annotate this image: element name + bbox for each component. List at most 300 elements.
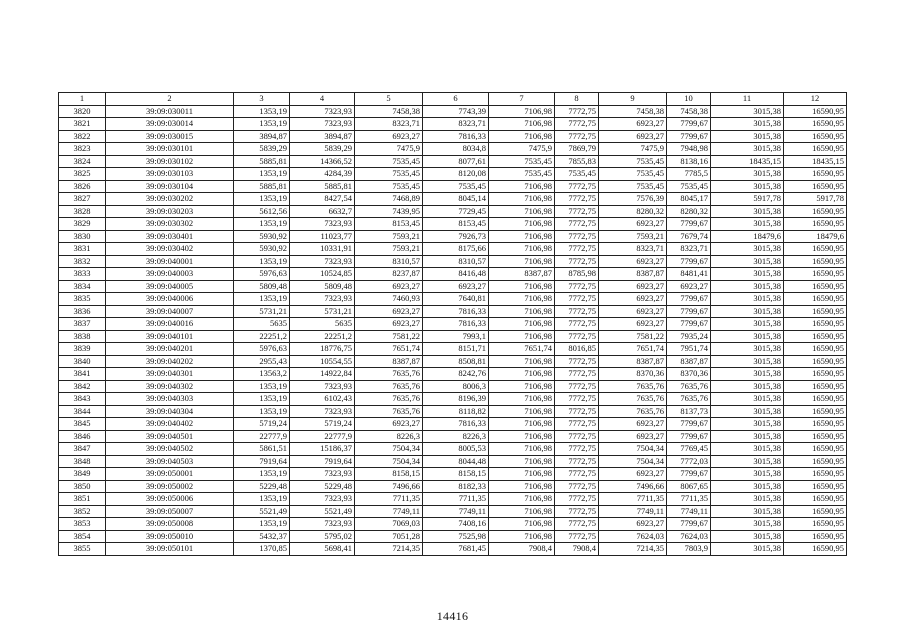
table-cell: 7785,5	[667, 168, 711, 181]
table-cell: 8323,71	[599, 243, 667, 256]
table-row	[59, 180, 847, 193]
table-cell: 7951,74	[667, 343, 711, 356]
table-cell: 7106,98	[489, 405, 555, 418]
table-cell: 7408,16	[423, 518, 489, 531]
table-cell: 3826	[59, 180, 106, 193]
table-cell: 15186,37	[290, 443, 355, 456]
table-cell: 7799,67	[667, 468, 711, 481]
table-cell: 16590,95	[784, 505, 847, 518]
table-cell: 5809,48	[234, 280, 290, 293]
table-row	[59, 380, 847, 393]
table-cell: 7106,98	[489, 493, 555, 506]
table-cell: 8310,57	[423, 255, 489, 268]
table-cell: 10331,91	[290, 243, 355, 256]
table-row	[59, 280, 847, 293]
table-row	[59, 430, 847, 443]
table-cell: 8045,17	[667, 193, 711, 206]
table-cell: 39:09:040302	[106, 380, 234, 393]
table-cell: 7635,76	[667, 380, 711, 393]
table-cell: 39:09:050008	[106, 518, 234, 531]
table-cell: 7772,75	[555, 518, 599, 531]
table-cell: 1353,19	[234, 518, 290, 531]
table-cell: 5795,02	[290, 530, 355, 543]
table-cell: 3846	[59, 430, 106, 443]
table-cell: 7799,67	[667, 430, 711, 443]
table-cell: 16590,95	[784, 305, 847, 318]
table-row	[59, 230, 847, 243]
table-cell: 10524,85	[290, 268, 355, 281]
table-cell: 7535,45	[599, 168, 667, 181]
table-cell: 3839	[59, 343, 106, 356]
table-cell: 8237,87	[355, 268, 423, 281]
table-cell: 3015,38	[711, 405, 784, 418]
table-cell: 3852	[59, 505, 106, 518]
column-header-7: 7	[489, 93, 555, 106]
table-cell: 14922,84	[290, 368, 355, 381]
table-cell: 7772,75	[555, 218, 599, 231]
table-cell: 7635,76	[355, 368, 423, 381]
table-cell: 3015,38	[711, 393, 784, 406]
table-cell: 7106,98	[489, 318, 555, 331]
table-row	[59, 130, 847, 143]
table-cell: 7772,75	[555, 180, 599, 193]
table-cell: 7051,28	[355, 530, 423, 543]
table-cell: 1353,19	[234, 468, 290, 481]
table-cell: 7635,76	[355, 380, 423, 393]
table-cell: 7535,45	[355, 180, 423, 193]
table-row	[59, 530, 847, 543]
table-cell: 1353,19	[234, 405, 290, 418]
table-cell: 6923,27	[355, 305, 423, 318]
table-cell: 7323,93	[290, 468, 355, 481]
table-cell: 3828	[59, 205, 106, 218]
table-cell: 18776,75	[290, 343, 355, 356]
table-row	[59, 393, 847, 406]
table-cell: 6923,27	[599, 293, 667, 306]
table-cell: 8138,16	[667, 155, 711, 168]
table-cell: 7772,75	[555, 330, 599, 343]
table-cell: 39:09:040303	[106, 393, 234, 406]
table-row	[59, 505, 847, 518]
table-row	[59, 105, 847, 118]
table-cell: 8785,98	[555, 268, 599, 281]
table-cell: 7504,34	[599, 455, 667, 468]
table-cell: 13563,2	[234, 368, 290, 381]
table-row	[59, 168, 847, 181]
table-cell: 3830	[59, 230, 106, 243]
table-cell: 7711,35	[667, 493, 711, 506]
table-cell: 6923,27	[599, 255, 667, 268]
table-cell: 3015,38	[711, 205, 784, 218]
table-cell: 7651,74	[489, 343, 555, 356]
table-cell: 39:09:040005	[106, 280, 234, 293]
table-cell: 16590,95	[784, 480, 847, 493]
table-cell: 3015,38	[711, 243, 784, 256]
table-cell: 7772,75	[555, 305, 599, 318]
table-cell: 7772,75	[555, 280, 599, 293]
table-cell: 8067,65	[667, 480, 711, 493]
table-row	[59, 305, 847, 318]
table-cell: 7458,38	[599, 105, 667, 118]
table-row	[59, 418, 847, 431]
table-cell: 16590,95	[784, 105, 847, 118]
table-cell: 7772,75	[555, 505, 599, 518]
table-cell: 16590,95	[784, 368, 847, 381]
table-cell: 7749,11	[423, 505, 489, 518]
table-cell: 8077,61	[423, 155, 489, 168]
table-cell: 7496,66	[355, 480, 423, 493]
table-cell: 7799,67	[667, 218, 711, 231]
table-cell: 7581,22	[355, 330, 423, 343]
table-cell: 7106,98	[489, 105, 555, 118]
table-cell: 16590,95	[784, 343, 847, 356]
table-cell: 7772,75	[555, 418, 599, 431]
column-header-11: 11	[711, 93, 784, 106]
table-cell: 3845	[59, 418, 106, 431]
table-cell: 6923,27	[667, 280, 711, 293]
column-header-9: 9	[599, 93, 667, 106]
table-cell: 6923,27	[355, 318, 423, 331]
table-cell: 7106,98	[489, 218, 555, 231]
table-cell: 7624,03	[667, 530, 711, 543]
table-row	[59, 480, 847, 493]
table-cell: 8034,8	[423, 143, 489, 156]
table-cell: 7772,75	[555, 530, 599, 543]
table-cell: 8387,87	[599, 268, 667, 281]
table-cell: 3835	[59, 293, 106, 306]
table-cell: 8508,81	[423, 355, 489, 368]
table-cell: 8427,54	[290, 193, 355, 206]
table-cell: 7749,11	[355, 505, 423, 518]
table-cell: 3015,38	[711, 343, 784, 356]
table-cell: 7749,11	[667, 505, 711, 518]
table-cell: 7772,75	[555, 455, 599, 468]
table-cell: 7772,75	[555, 393, 599, 406]
table-cell: 14366,52	[290, 155, 355, 168]
table-cell: 8005,53	[423, 443, 489, 456]
table-cell: 2955,43	[234, 355, 290, 368]
table-cell: 7069,03	[355, 518, 423, 531]
table-cell: 7799,67	[667, 305, 711, 318]
table-cell: 7106,98	[489, 380, 555, 393]
table-cell: 7106,98	[489, 468, 555, 481]
table-cell: 7475,9	[489, 143, 555, 156]
table-cell: 7769,45	[667, 443, 711, 456]
table-cell: 6923,27	[599, 430, 667, 443]
table-cell: 7496,66	[599, 480, 667, 493]
table-cell: 7535,45	[489, 155, 555, 168]
table-cell: 7323,93	[290, 255, 355, 268]
table-cell: 8175,66	[423, 243, 489, 256]
table-cell: 7772,75	[555, 443, 599, 456]
table-cell: 8323,71	[423, 118, 489, 131]
table-cell: 16590,95	[784, 318, 847, 331]
table-cell: 7799,67	[667, 418, 711, 431]
table-cell: 8137,73	[667, 405, 711, 418]
table-cell: 7681,45	[423, 543, 489, 556]
table-cell: 7908,4	[489, 543, 555, 556]
table-cell: 3821	[59, 118, 106, 131]
table-cell: 8280,32	[667, 205, 711, 218]
table-cell: 39:09:040016	[106, 318, 234, 331]
table-cell: 8118,82	[423, 405, 489, 418]
table-cell: 8151,71	[423, 343, 489, 356]
table-cell: 16590,95	[784, 130, 847, 143]
table-cell: 3015,38	[711, 430, 784, 443]
table-cell: 22251,2	[290, 330, 355, 343]
table-cell: 1353,19	[234, 255, 290, 268]
table-cell: 5731,21	[234, 305, 290, 318]
table-cell: 39:09:050002	[106, 480, 234, 493]
table-cell: 39:09:040502	[106, 443, 234, 456]
table-cell: 5930,92	[234, 243, 290, 256]
table-cell: 39:09:040201	[106, 343, 234, 356]
table-cell: 5432,37	[234, 530, 290, 543]
table-cell: 7535,45	[599, 180, 667, 193]
table-cell: 3842	[59, 380, 106, 393]
table-cell: 7772,75	[555, 430, 599, 443]
table-cell: 8323,71	[355, 118, 423, 131]
table-cell: 3837	[59, 318, 106, 331]
table-cell: 6923,27	[423, 280, 489, 293]
table-cell: 7816,33	[423, 130, 489, 143]
table-cell: 39:09:040101	[106, 330, 234, 343]
table-cell: 39:09:050001	[106, 468, 234, 481]
table-cell: 7799,67	[667, 518, 711, 531]
cadastral-value-table	[58, 92, 847, 556]
table-cell: 7468,89	[355, 193, 423, 206]
table-cell: 5885,81	[290, 180, 355, 193]
table-cell: 7908,4	[555, 543, 599, 556]
table-row	[59, 193, 847, 206]
table-cell: 8387,87	[599, 355, 667, 368]
table-cell: 5635	[234, 318, 290, 331]
table-cell: 7772,75	[555, 293, 599, 306]
table-cell: 6923,27	[599, 318, 667, 331]
table-cell: 16590,95	[784, 468, 847, 481]
table-cell: 7772,75	[555, 205, 599, 218]
table-cell: 7772,75	[555, 243, 599, 256]
table-cell: 7323,93	[290, 118, 355, 131]
table-cell: 7475,9	[599, 143, 667, 156]
table-cell: 39:09:030103	[106, 168, 234, 181]
table-cell: 39:09:050101	[106, 543, 234, 556]
table-cell: 18435,15	[784, 155, 847, 168]
table-cell: 3015,38	[711, 368, 784, 381]
table-cell: 3843	[59, 393, 106, 406]
table-cell: 7919,64	[234, 455, 290, 468]
table-cell: 1353,19	[234, 193, 290, 206]
table-cell: 8006,3	[423, 380, 489, 393]
table-cell: 39:09:030203	[106, 205, 234, 218]
table-cell: 16590,95	[784, 168, 847, 181]
table-cell: 22777,9	[290, 430, 355, 443]
table-cell: 5976,63	[234, 343, 290, 356]
table-cell: 16590,95	[784, 443, 847, 456]
table-cell: 3824	[59, 155, 106, 168]
table-cell: 7106,98	[489, 130, 555, 143]
table-cell: 3850	[59, 480, 106, 493]
table-cell: 6923,27	[599, 280, 667, 293]
page-number: 14416	[436, 609, 469, 623]
table-cell: 4284,39	[290, 168, 355, 181]
table-cell: 16590,95	[784, 493, 847, 506]
table-cell: 7106,98	[489, 355, 555, 368]
table-cell: 7772,75	[555, 193, 599, 206]
table-cell: 39:09:030104	[106, 180, 234, 193]
table-cell: 3015,38	[711, 255, 784, 268]
table-cell: 7711,35	[599, 493, 667, 506]
table-row	[59, 455, 847, 468]
table-cell: 7504,34	[599, 443, 667, 456]
table-cell: 7772,75	[555, 380, 599, 393]
table-row	[59, 330, 847, 343]
table-cell: 3825	[59, 168, 106, 181]
table-cell: 3015,38	[711, 318, 784, 331]
table-cell: 3851	[59, 493, 106, 506]
table-cell: 8196,39	[423, 393, 489, 406]
table-cell: 7635,76	[599, 405, 667, 418]
table-cell: 7799,67	[667, 118, 711, 131]
table-cell: 7772,75	[555, 368, 599, 381]
table-cell: 6923,27	[599, 468, 667, 481]
table-cell: 7816,33	[423, 318, 489, 331]
table-cell: 1370,85	[234, 543, 290, 556]
table-cell: 3854	[59, 530, 106, 543]
table-cell: 5885,81	[234, 155, 290, 168]
table-cell: 5521,49	[234, 505, 290, 518]
table-cell: 7799,67	[667, 255, 711, 268]
table-cell: 3015,38	[711, 505, 784, 518]
table-cell: 3015,38	[711, 418, 784, 431]
table-cell: 7651,74	[599, 343, 667, 356]
table-cell: 7799,67	[667, 293, 711, 306]
table-cell: 16590,95	[784, 218, 847, 231]
table-cell: 3015,38	[711, 455, 784, 468]
column-header-12: 12	[784, 93, 847, 106]
table-cell: 5930,92	[234, 230, 290, 243]
table-row	[59, 443, 847, 456]
table-row	[59, 243, 847, 256]
table-cell: 7635,76	[355, 405, 423, 418]
table-cell: 22777,9	[234, 430, 290, 443]
table-header	[59, 93, 847, 106]
table-cell: 7993,1	[423, 330, 489, 343]
table-cell: 7535,45	[489, 168, 555, 181]
table-cell: 8158,15	[423, 468, 489, 481]
table-cell: 7323,93	[290, 518, 355, 531]
table-cell: 5731,21	[290, 305, 355, 318]
table-cell: 8158,15	[355, 468, 423, 481]
table-cell: 7729,45	[423, 205, 489, 218]
table-cell: 8387,87	[355, 355, 423, 368]
table-cell: 7816,33	[423, 418, 489, 431]
table-cell: 39:09:040304	[106, 405, 234, 418]
table-cell: 16590,95	[784, 330, 847, 343]
table-cell: 3015,38	[711, 518, 784, 531]
table-cell: 1353,19	[234, 118, 290, 131]
table-cell: 6923,27	[355, 280, 423, 293]
table-cell: 3015,38	[711, 480, 784, 493]
table-cell: 5861,51	[234, 443, 290, 456]
table-cell: 7106,98	[489, 455, 555, 468]
table-cell: 7593,21	[355, 243, 423, 256]
table-cell: 18435,15	[711, 155, 784, 168]
table-cell: 39:09:030402	[106, 243, 234, 256]
table-cell: 7106,98	[489, 118, 555, 131]
table-cell: 3894,87	[290, 130, 355, 143]
table-cell: 7106,98	[489, 293, 555, 306]
table-cell: 7535,45	[667, 180, 711, 193]
table-cell: 39:09:050010	[106, 530, 234, 543]
table-cell: 16590,95	[784, 268, 847, 281]
table-cell: 1353,19	[234, 293, 290, 306]
table-cell: 1353,19	[234, 218, 290, 231]
table-cell: 7535,45	[423, 180, 489, 193]
table-cell: 3832	[59, 255, 106, 268]
table-cell: 7106,98	[489, 243, 555, 256]
table-cell: 7772,75	[555, 493, 599, 506]
table-cell: 7919,64	[290, 455, 355, 468]
table-cell: 16590,95	[784, 418, 847, 431]
table-cell: 16590,95	[784, 143, 847, 156]
table-cell: 39:09:030202	[106, 193, 234, 206]
table-cell: 7214,35	[355, 543, 423, 556]
table-cell: 7772,75	[555, 355, 599, 368]
table-row	[59, 268, 847, 281]
table-cell: 39:09:050007	[106, 505, 234, 518]
table-cell: 7106,98	[489, 518, 555, 531]
table-cell: 8045,14	[423, 193, 489, 206]
table-cell: 1353,19	[234, 380, 290, 393]
column-header-5: 5	[355, 93, 423, 106]
column-header-8: 8	[555, 93, 599, 106]
table-cell: 5917,78	[784, 193, 847, 206]
table-cell: 16590,95	[784, 380, 847, 393]
table-cell: 8416,48	[423, 268, 489, 281]
table-cell: 7458,38	[355, 105, 423, 118]
table-cell: 7106,98	[489, 505, 555, 518]
table-cell: 3820	[59, 105, 106, 118]
table-cell: 8153,45	[423, 218, 489, 231]
table-cell: 6923,27	[599, 218, 667, 231]
table-cell: 16590,95	[784, 543, 847, 556]
table-cell: 16590,95	[784, 180, 847, 193]
table-cell: 16590,95	[784, 243, 847, 256]
table-cell: 16590,95	[784, 118, 847, 131]
table-cell: 8310,57	[355, 255, 423, 268]
table-cell: 16590,95	[784, 393, 847, 406]
table-cell: 3015,38	[711, 268, 784, 281]
table-cell: 1353,19	[234, 168, 290, 181]
table-cell: 6923,27	[599, 418, 667, 431]
table-cell: 7593,21	[355, 230, 423, 243]
table-cell: 10554,55	[290, 355, 355, 368]
table-cell: 7799,67	[667, 130, 711, 143]
table-cell: 7525,98	[423, 530, 489, 543]
table-cell: 3015,38	[711, 180, 784, 193]
table-cell: 6923,27	[355, 418, 423, 431]
table-cell: 7439,95	[355, 205, 423, 218]
table-cell: 3015,38	[711, 218, 784, 231]
table-cell: 16590,95	[784, 293, 847, 306]
table-cell: 7743,39	[423, 105, 489, 118]
table-cell: 7679,74	[667, 230, 711, 243]
table-cell: 3844	[59, 405, 106, 418]
table-cell: 39:09:030011	[106, 105, 234, 118]
table-cell: 7535,45	[355, 168, 423, 181]
table-cell: 7504,34	[355, 443, 423, 456]
